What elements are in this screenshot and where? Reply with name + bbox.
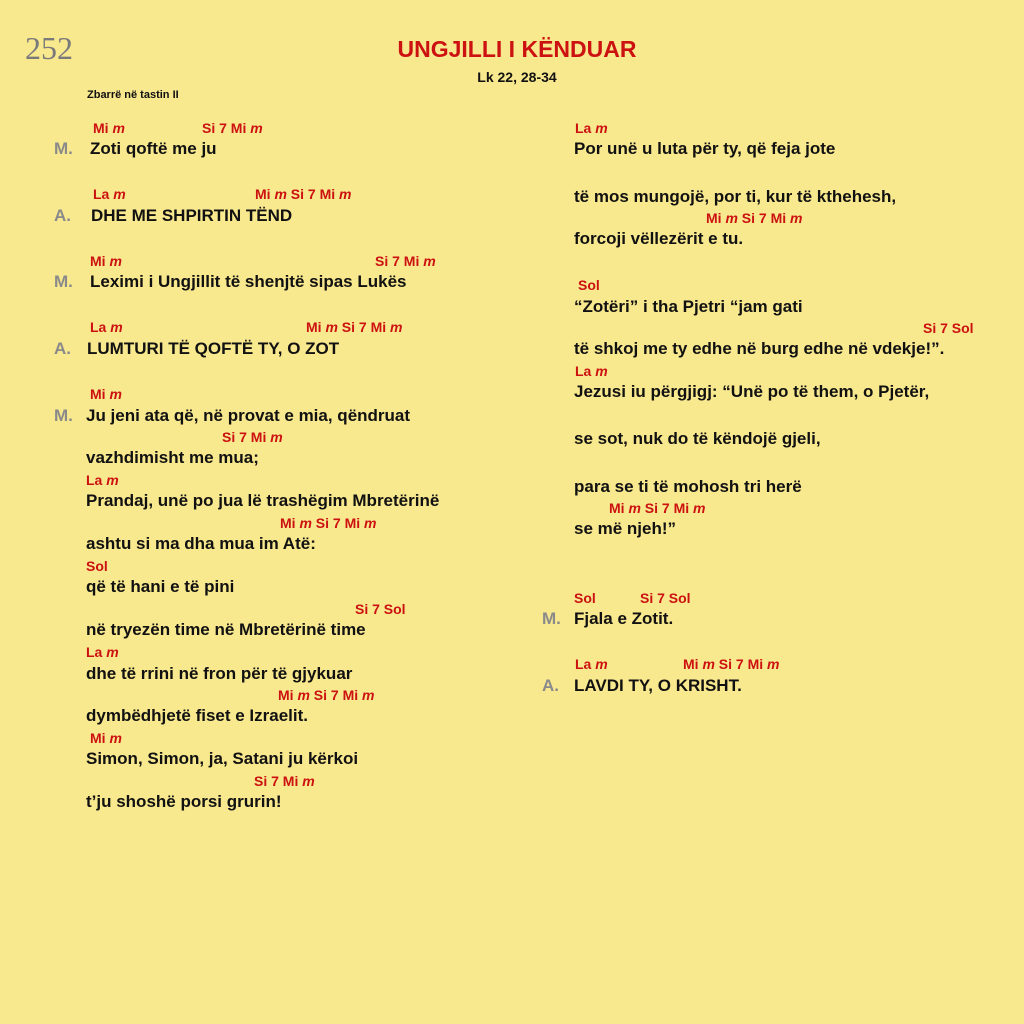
chord: Si 7 Mi m xyxy=(222,429,283,445)
lyric-line: Leximi i Ungjillit të shenjtë sipas Lukës xyxy=(90,272,407,291)
page-number: 252 xyxy=(25,30,73,66)
lyric-line: të shkoj me ty edhe në burg edhe në vdekje!”. xyxy=(574,339,945,358)
chord: Sol xyxy=(574,590,596,606)
lyric-line: se sot, nuk do të këndojë gjeli, xyxy=(574,429,821,448)
lyric-line: Por unë u luta për ty, që feja jote xyxy=(574,139,836,158)
chord: La m xyxy=(86,644,119,660)
lyric-line: LUMTURI TË QOFTË TY, O ZOT xyxy=(87,339,340,358)
lyric-line: që të hani e të pini xyxy=(86,577,235,596)
speaker-label: M. xyxy=(54,406,73,425)
chord: Si 7 Sol xyxy=(355,601,406,617)
chord: Mi m xyxy=(90,730,122,746)
lyric-line: Prandaj, unë po jua lë trashëgim Mbretërinë xyxy=(86,491,440,510)
chord: Mi m Si 7 Mi m xyxy=(683,656,780,672)
lyric-line: Simon, Simon, ja, Satani ju kërkoi xyxy=(86,749,359,768)
chord: Si 7 Mi m xyxy=(375,253,436,269)
chord: Mi m Si 7 Mi m xyxy=(255,186,352,202)
chord: Si 7 Sol xyxy=(640,590,691,606)
chord: Si 7 Mi m xyxy=(254,773,315,789)
speaker-label: A. xyxy=(54,206,71,225)
lyric-line: vazhdimisht me mua; xyxy=(86,448,259,467)
lyric-line: Zoti qoftë me ju xyxy=(90,139,217,158)
chord: La m xyxy=(575,656,608,672)
chord: Mi m xyxy=(90,253,122,269)
speaker-label: M. xyxy=(542,609,561,628)
scripture-reference: Lk 22, 28-34 xyxy=(477,69,557,85)
chord: Si 7 Mi m xyxy=(202,120,263,136)
chord: La m xyxy=(575,363,608,379)
key-note: Zbarrë në tastin II xyxy=(87,89,179,101)
chord: La m xyxy=(90,319,123,335)
lyric-line: dymbëdhjetë fiset e Izraelit. xyxy=(86,706,309,725)
lyric-line: se më njeh!” xyxy=(574,519,677,538)
lyric-line: dhe të rrini në fron për të gjykuar xyxy=(86,664,353,683)
lyric-line: “Zotëri” i tha Pjetri “jam gati xyxy=(574,297,803,316)
chord: Mi m xyxy=(93,120,125,136)
lyric-line: LAVDI TY, O KRISHT. xyxy=(574,676,742,695)
speaker-label: A. xyxy=(542,676,559,695)
speaker-label: M. xyxy=(54,139,73,158)
chord: Sol xyxy=(578,277,600,293)
speaker-label: M. xyxy=(54,272,73,291)
chord: Mi m Si 7 Mi m xyxy=(280,515,377,531)
lyric-line: forcoji vëllezërit e tu. xyxy=(574,229,744,248)
chord: La m xyxy=(93,186,126,202)
page-title: UNGJILLI I KËNDUAR xyxy=(397,36,637,62)
lyric-line: në tryezën time në Mbretërinë time xyxy=(86,620,366,639)
chord: Mi m Si 7 Mi m xyxy=(706,210,803,226)
lyric-line: DHE ME SHPIRTIN TËND xyxy=(91,206,293,225)
chord: Mi m Si 7 Mi m xyxy=(278,687,375,703)
lyric-line: Ju jeni ata që, në provat e mia, qëndruat xyxy=(86,406,411,425)
chord: La m xyxy=(575,120,608,136)
lyric-line: t’ju shoshë porsi grurin! xyxy=(86,792,282,811)
lyric-line: ashtu si ma dha mua im Atë: xyxy=(86,534,316,553)
chord: Mi m Si 7 Mi m xyxy=(306,319,403,335)
chord: La m xyxy=(86,472,119,488)
chord: Sol xyxy=(86,558,108,574)
lyric-line: të mos mungojë, por ti, kur të kthehesh, xyxy=(574,187,897,206)
lyric-line: Fjala e Zotit. xyxy=(574,609,674,628)
speaker-label: A. xyxy=(54,339,71,358)
chord: Si 7 Sol xyxy=(923,320,974,336)
lyric-line: Jezusi iu përgjigj: “Unë po të them, o Pjetër, xyxy=(574,382,930,401)
chord: Mi m xyxy=(90,386,122,402)
chord: Mi m Si 7 Mi m xyxy=(609,500,706,516)
lyric-line: para se ti të mohosh tri herë xyxy=(574,477,802,496)
